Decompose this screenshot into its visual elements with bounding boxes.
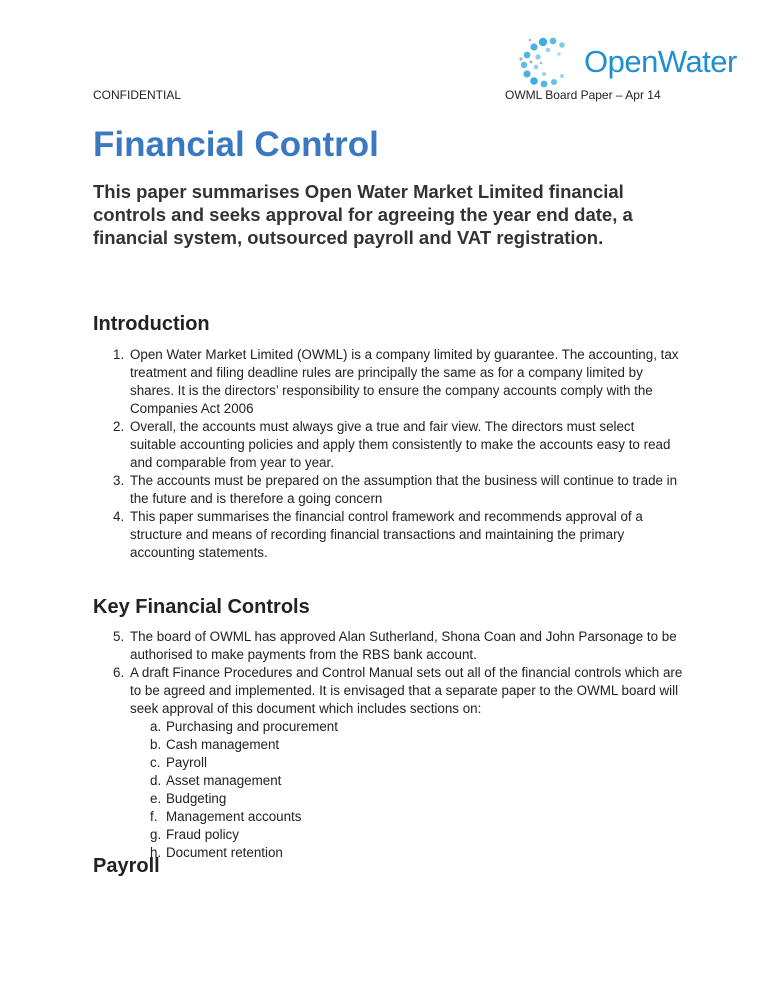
- list-item-text: Overall, the accounts must always give a true and fair view. The directors must select suitable accounting policies and apply them consistently to make the accounts easy to read and comparable from year to year.: [130, 419, 671, 470]
- sub-list-item-letter: c.: [150, 755, 161, 770]
- sub-list: [130, 718, 683, 862]
- sub-list-item-letter: h.: [150, 845, 162, 860]
- board-paper-label: OWML Board Paper – Apr 14: [505, 88, 661, 102]
- sub-list-item-text: Payroll: [166, 755, 207, 770]
- sub-list-item-text: Budgeting: [166, 791, 227, 806]
- sub-list-item-letter: f.: [150, 809, 158, 824]
- page-subtitle: This paper summarises Open Water Market Limited financial controls and seeks approval for agreeing the year end date, a financial system, outsourced payroll and VAT registration.: [93, 181, 633, 248]
- sub-list-item: [93, 826, 683, 844]
- page-title: Financial Control: [93, 125, 379, 164]
- sub-list-item-text: Purchasing and procurement: [166, 719, 338, 734]
- sub-list-item: [93, 754, 683, 772]
- list-item-number: 3.: [113, 473, 125, 488]
- list-item-number: 4.: [113, 509, 125, 524]
- list-item-number: 2.: [113, 419, 125, 434]
- list-item-text: This paper summarises the financial control framework and recommends approval of a structure and means of recording financial transactions and maintaining the primary accounting statements.: [130, 509, 643, 560]
- sub-list-item-letter: g.: [150, 827, 162, 842]
- sub-list-item-text: Management accounts: [166, 809, 302, 824]
- list-item: [93, 664, 683, 862]
- sub-list-item-letter: b.: [150, 737, 162, 752]
- introduction-list: [93, 346, 683, 562]
- openwater-dots-icon: [518, 36, 580, 88]
- sub-list-item: [93, 844, 683, 862]
- key-financial-controls-heading: Key Financial Controls: [93, 596, 310, 618]
- list-item: [93, 508, 683, 562]
- logo-text: OpenWater: [584, 44, 737, 79]
- list-item-text: The accounts must be prepared on the assumption that the business will continue to trade in the future and is therefore a going concern: [130, 473, 678, 506]
- list-item: [93, 346, 683, 418]
- list-item-text: A draft Finance Procedures and Control Manual sets out all of the financial controls which are to be agreed and implemented. It is envisaged that a separate paper to the OWML board will seek approval of this document which includes sections on:: [130, 665, 683, 716]
- sub-list-item-text: Document retention: [166, 845, 283, 860]
- sub-list-item-letter: a.: [150, 719, 162, 734]
- list-item-text: Open Water Market Limited (OWML) is a company limited by guarantee. The accounting, tax treatment and filing deadline rules are principally the same as for a company limited by shares. It is the directors’ responsibility to ensure the company accounts comply with the Companies Act 2006: [130, 347, 679, 416]
- list-item: [93, 628, 683, 664]
- list-item-number: 6.: [113, 665, 125, 680]
- introduction-heading: Introduction: [93, 313, 210, 335]
- sub-list-item: [93, 790, 683, 808]
- list-item: [93, 472, 683, 508]
- sub-list-item-letter: d.: [150, 773, 162, 788]
- key-controls-list: [93, 628, 683, 862]
- sub-list-item-letter: e.: [150, 791, 162, 806]
- sub-list-item: [93, 718, 683, 736]
- list-item: [93, 418, 683, 472]
- confidential-label: CONFIDENTIAL: [93, 88, 182, 102]
- sub-list-item-text: Cash management: [166, 737, 280, 752]
- sub-list-item: [93, 736, 683, 754]
- sub-list-item-text: Asset management: [166, 773, 282, 788]
- sub-list-item: [93, 808, 683, 826]
- sub-list-item: [93, 772, 683, 790]
- list-item-number: 5.: [113, 629, 125, 644]
- payroll-heading: Payroll: [93, 855, 160, 877]
- list-item-text: The board of OWML has approved Alan Sutherland, Shona Coan and John Parsonage to be authorised to make payments from the RBS bank account.: [130, 629, 677, 662]
- openwater-logo: [518, 36, 737, 88]
- sub-list-item-text: Fraud policy: [166, 827, 239, 842]
- list-item-number: 1.: [113, 347, 125, 362]
